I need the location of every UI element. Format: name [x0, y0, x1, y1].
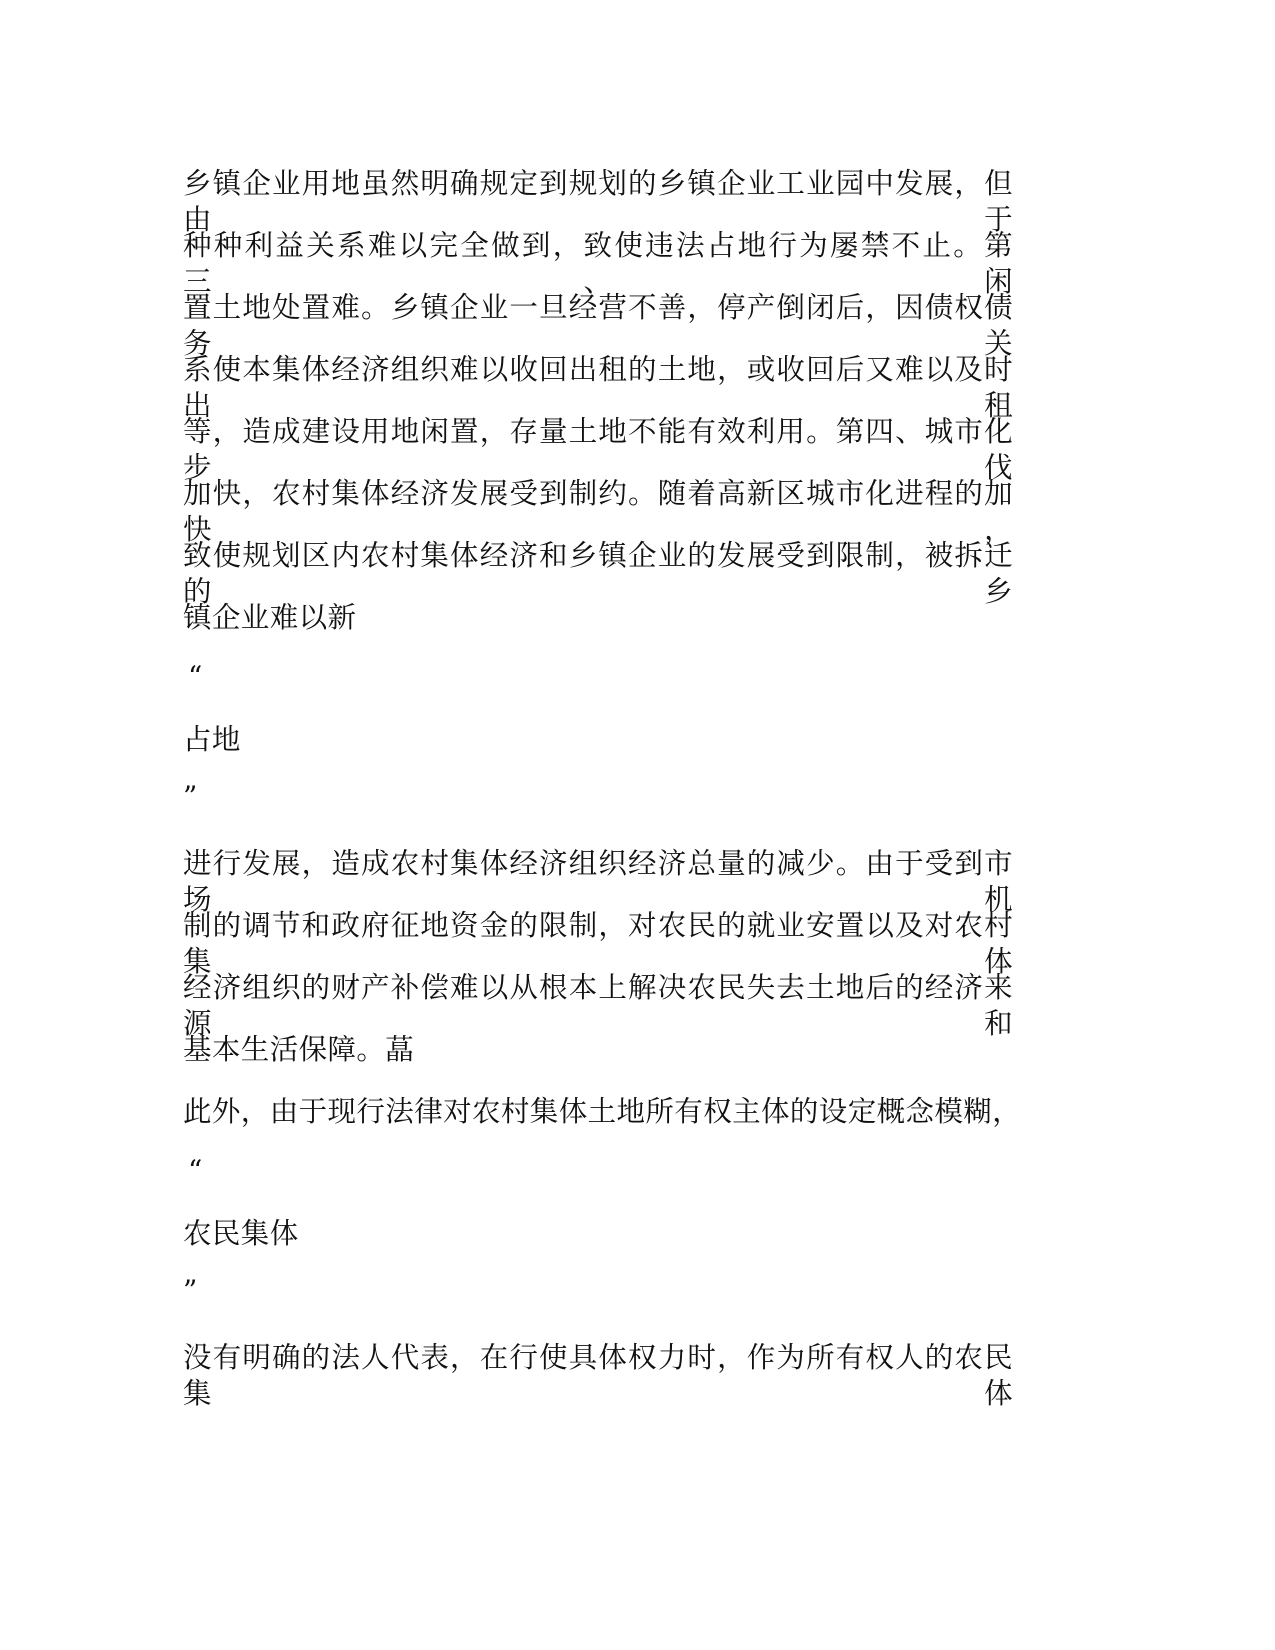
paragraph-line: 没有明确的法人代表，在行使具体权力时，作为所有权人的农民集体 [183, 1341, 1013, 1410]
paragraph-line: 等，造成建设用地闲置，存量土地不能有效利用。第四、城市化步伐 [183, 415, 1013, 484]
paragraph-line: 镇企业难以新 [183, 601, 357, 634]
paragraph-line: 种种利益关系难以完全做到，致使违法占地行为屡禁不止。第三、闲 [183, 229, 1013, 298]
closing-quote: ” [183, 780, 198, 813]
paragraph-line: 乡镇企业用地虽然明确规定到规划的乡镇企业工业园中发展，但由于 [183, 167, 1013, 236]
paragraph-line: 置土地处置难。乡镇企业一旦经营不善，停产倒闭后，因债权债务关 [183, 291, 1013, 360]
paragraph-line: 基本生活保障。蕌 [183, 1033, 415, 1066]
quoted-term: 农民集体 [183, 1217, 299, 1250]
paragraph-line: 致使规划区内农村集体经济和乡镇企业的发展受到限制，被拆迁的乡 [183, 539, 1013, 608]
paragraph-line: 进行发展，造成农村集体经济组织经济总量的减少。由于受到市场机 [183, 847, 1013, 916]
paragraph-line: 加快，农村集体经济发展受到制约。随着高新区城市化进程的加快， [183, 477, 1013, 546]
paragraph-line: 系使本集体经济组织难以收回出租的土地，或收回后又难以及时出租 [183, 353, 1013, 422]
quoted-term: 占地 [183, 723, 241, 756]
paragraph-line: 制的调节和政府征地资金的限制，对农民的就业安置以及对农村集体 [183, 909, 1013, 978]
opening-quote: “ [188, 1154, 203, 1187]
closing-quote: ” [183, 1274, 198, 1307]
paragraph-line: 此外，由于现行法律对农村集体土地所有权主体的设定概念模糊， [183, 1095, 1022, 1128]
paragraph-line: 经济组织的财产补偿难以从根本上解决农民失去土地后的经济来源和 [183, 971, 1013, 1040]
opening-quote: “ [188, 660, 203, 693]
